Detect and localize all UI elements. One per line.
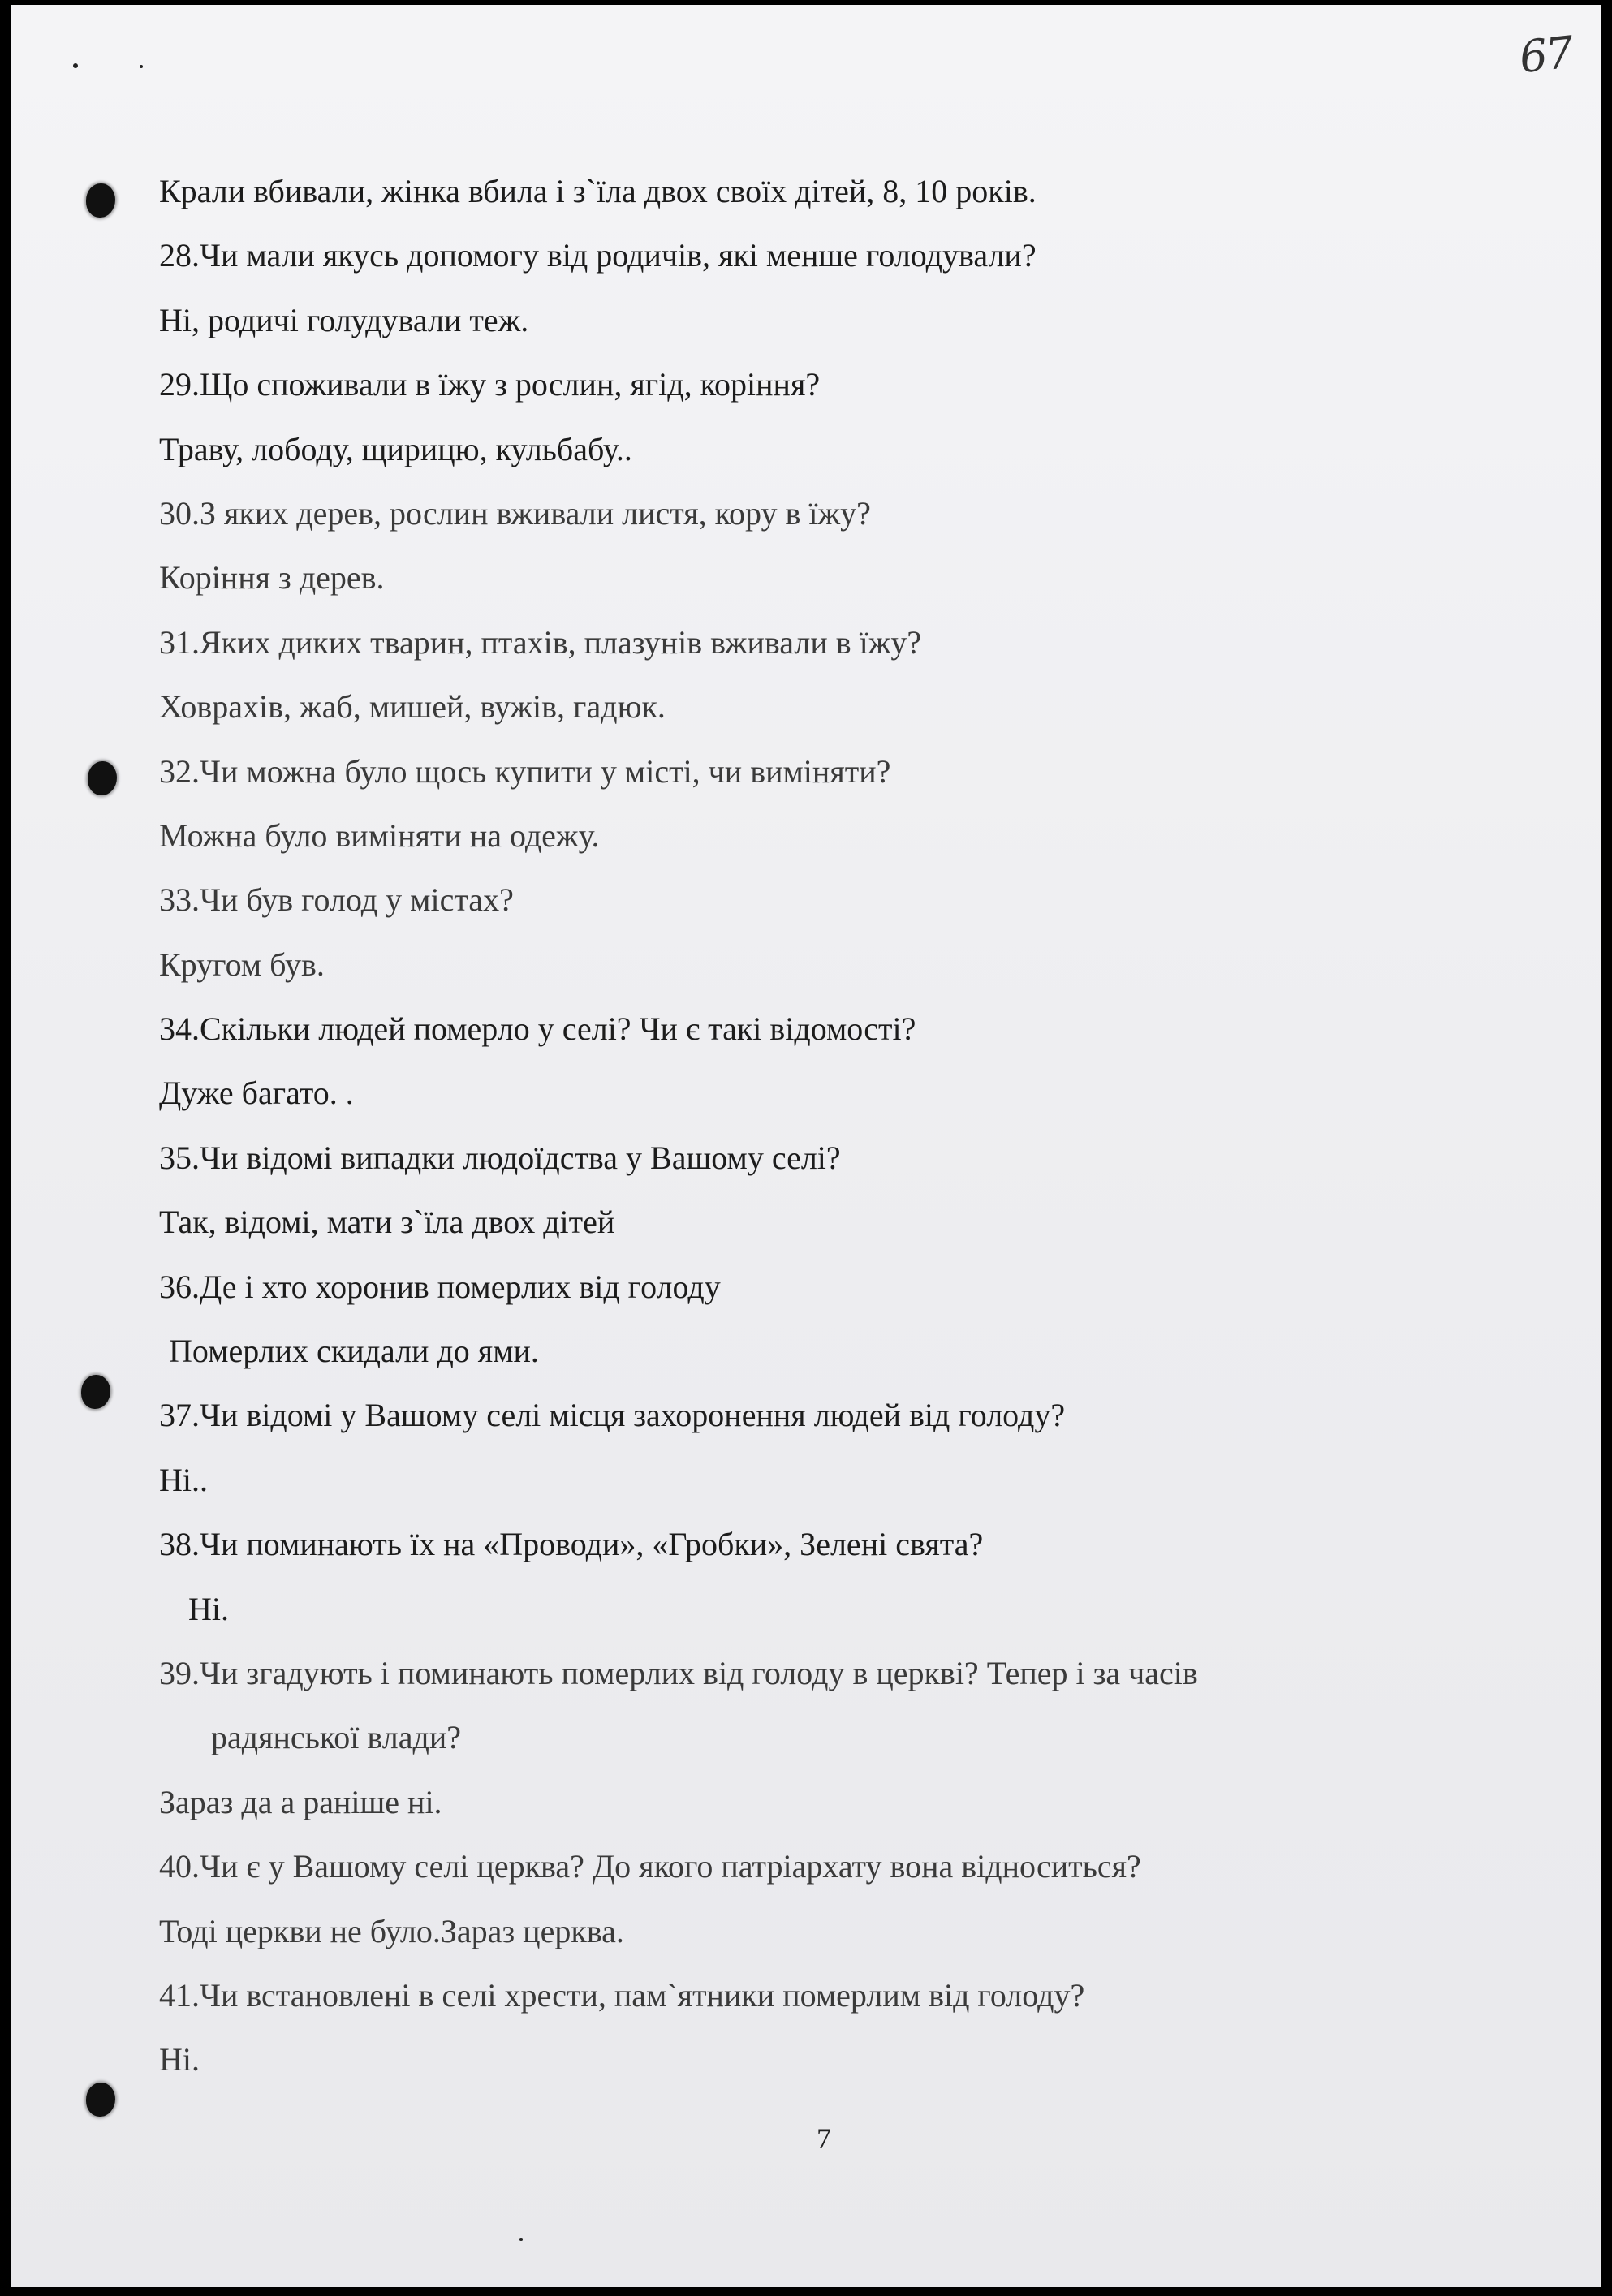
- punch-hole: [86, 183, 115, 218]
- answer-line: Так, відомі, мати з`їла двох дітей: [159, 1204, 615, 1241]
- question-line: 40.Чи є у Вашому селі церква? До якого патріархату вона відноситься?: [159, 1848, 1141, 1885]
- punch-hole: [86, 2083, 115, 2117]
- answer-line: Кругом був.: [159, 946, 325, 983]
- answer-line: Померлих скидали до ями.: [169, 1333, 539, 1370]
- question-line: 33.Чи був голод у містах?: [159, 881, 514, 919]
- paper-speck: [519, 2238, 523, 2241]
- answer-line: Коріння з дерев.: [159, 559, 385, 597]
- handwritten-page-number: 67: [1516, 26, 1575, 84]
- question-line: 31.Яких диких тварин, птахів, плазунів вживали в їжу?: [159, 623, 922, 661]
- answer-line: Ні, родичі голудували теж.: [159, 301, 529, 338]
- page-number: 7: [817, 2122, 831, 2155]
- answer-line: Зараз да а раніше ні.: [159, 1783, 442, 1820]
- answer-line: Ховрахів, жаб, мишей, вужів, гадюк.: [159, 688, 666, 726]
- answer-line: Тоді церкви не було.Зараз церква.: [159, 1912, 624, 1949]
- document-body: [159, 159, 1458, 2092]
- answer-line: Ні..: [159, 1461, 208, 1498]
- punch-hole: [88, 761, 117, 795]
- question-line: 28.Чи мали якусь допомогу від родичів, які менше голодували?: [159, 237, 1037, 274]
- question-line: 36.Де і хто хоронив померлих від голоду: [159, 1268, 721, 1305]
- answer-line: Ні.: [188, 1590, 229, 1627]
- paper-speck: [140, 65, 143, 68]
- answer-line: Дуже багато. .: [159, 1075, 354, 1112]
- question-line: 38.Чи поминають їх на «Проводи», «Гробки», Зелені свята?: [159, 1526, 984, 1563]
- question-line: 34.Скільки людей померло у селі? Чи є такі відомості?: [159, 1010, 916, 1048]
- question-line: 35.Чи відомі випадки людоїдства у Вашому селі?: [159, 1139, 841, 1176]
- question-line: 41.Чи встановлені в селі хрести, пам`ятники померлим від голоду?: [159, 1976, 1085, 2014]
- answer-line: Ні.: [159, 2041, 200, 2078]
- answer-line: Траву, лободу, щирицю, кульбабу..: [159, 430, 632, 467]
- question-line: 32.Чи можна було щось купити у місті, чи виміняти?: [159, 752, 891, 790]
- question-line: 39.Чи згадують і поминають померлих від голоду в церкві? Тепер і за часів: [159, 1654, 1198, 1691]
- answer-line: Крали вбивали, жінка вбила і з`їла двох своїх дітей, 8, 10 років.: [159, 173, 1037, 209]
- question-line: 30.З яких дерев, рослин вживали листя, кору в їжу?: [159, 494, 871, 532]
- question-continuation-line: радянської влади?: [211, 1719, 462, 1756]
- document-page: [11, 5, 1601, 2287]
- paper-speck: [73, 63, 78, 68]
- answer-line: Можна було виміняти на одежу.: [159, 816, 600, 854]
- punch-hole: [81, 1375, 110, 1409]
- question-line: 37.Чи відомі у Вашому селі місця захоронення людей від голоду?: [159, 1397, 1066, 1434]
- question-line: 29.Що споживали в їжу з рослин, ягід, коріння?: [159, 366, 821, 403]
